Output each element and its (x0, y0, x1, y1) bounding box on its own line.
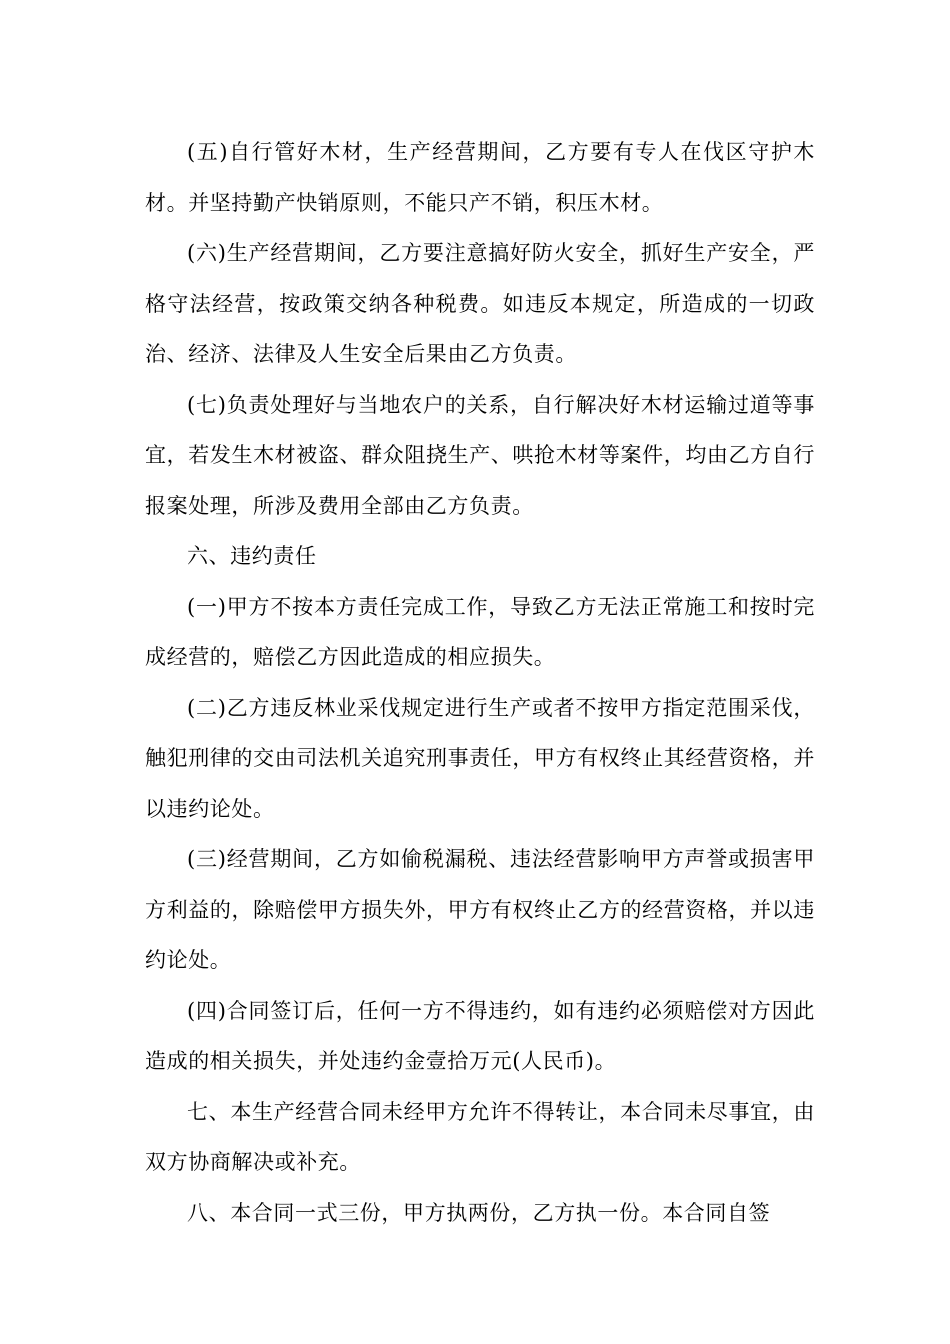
section-7-transfer: 七、本生产经营合同未经甲方允许不得转让，本合同未尽事宜，由双方协商解决或补充。 (145, 1099, 815, 1174)
breach-clause-2: (二)乙方违反林业采伐规定进行生产或者不按甲方指定范围采伐，触犯刑律的交由司法机关追究刑事责任，甲方有权终止其经营资格，并以违约论处。 (145, 695, 815, 821)
clause-6-fire-safety: (六)生产经营期间，乙方要注意搞好防火安全，抓好生产安全，严格守法经营，按政策交纳各种税费。如违反本规定，所造成的一切政治、经济、法律及人生安全后果由乙方负责。 (145, 241, 815, 366)
section-heading-breach-liability: 六、违约责任 (187, 544, 317, 568)
breach-clause-3: (三)经营期间，乙方如偷税漏税、违法经营影响甲方声誉或损害甲方利益的，除赔偿甲方损失外，甲方有权终止乙方的经营资格，并以违约论处。 (145, 847, 815, 972)
document-body (145, 127, 815, 1238)
clause-7-local-relations: (七)负责处理好与当地农户的关系，自行解决好木材运输过道等事宜，若发生木材被盗、群众阻挠生产、哄抢木材等案件，均由乙方自行报案处理，所涉及费用全部由乙方负责。 (145, 392, 815, 518)
breach-clause-4: (四)合同签订后，任何一方不得违约，如有违约必须赔偿对方因此造成的相关损失，并处违约金壹拾万元(人民币)。 (145, 998, 815, 1073)
breach-clause-1: (一)甲方不按本方责任完成工作，导致乙方无法正常施工和按时完成经营的，赔偿乙方因此造成的相应损失。 (145, 594, 815, 669)
clause-5-wood-management: (五)自行管好木材，生产经营期间，乙方要有专人在伐区守护木材。并坚持勤产快销原则，不能只产不销，积压木材。 (145, 140, 815, 215)
section-8-copies: 八、本合同一式三份，甲方执两份，乙方执一份。本合同自签 (187, 1200, 771, 1225)
